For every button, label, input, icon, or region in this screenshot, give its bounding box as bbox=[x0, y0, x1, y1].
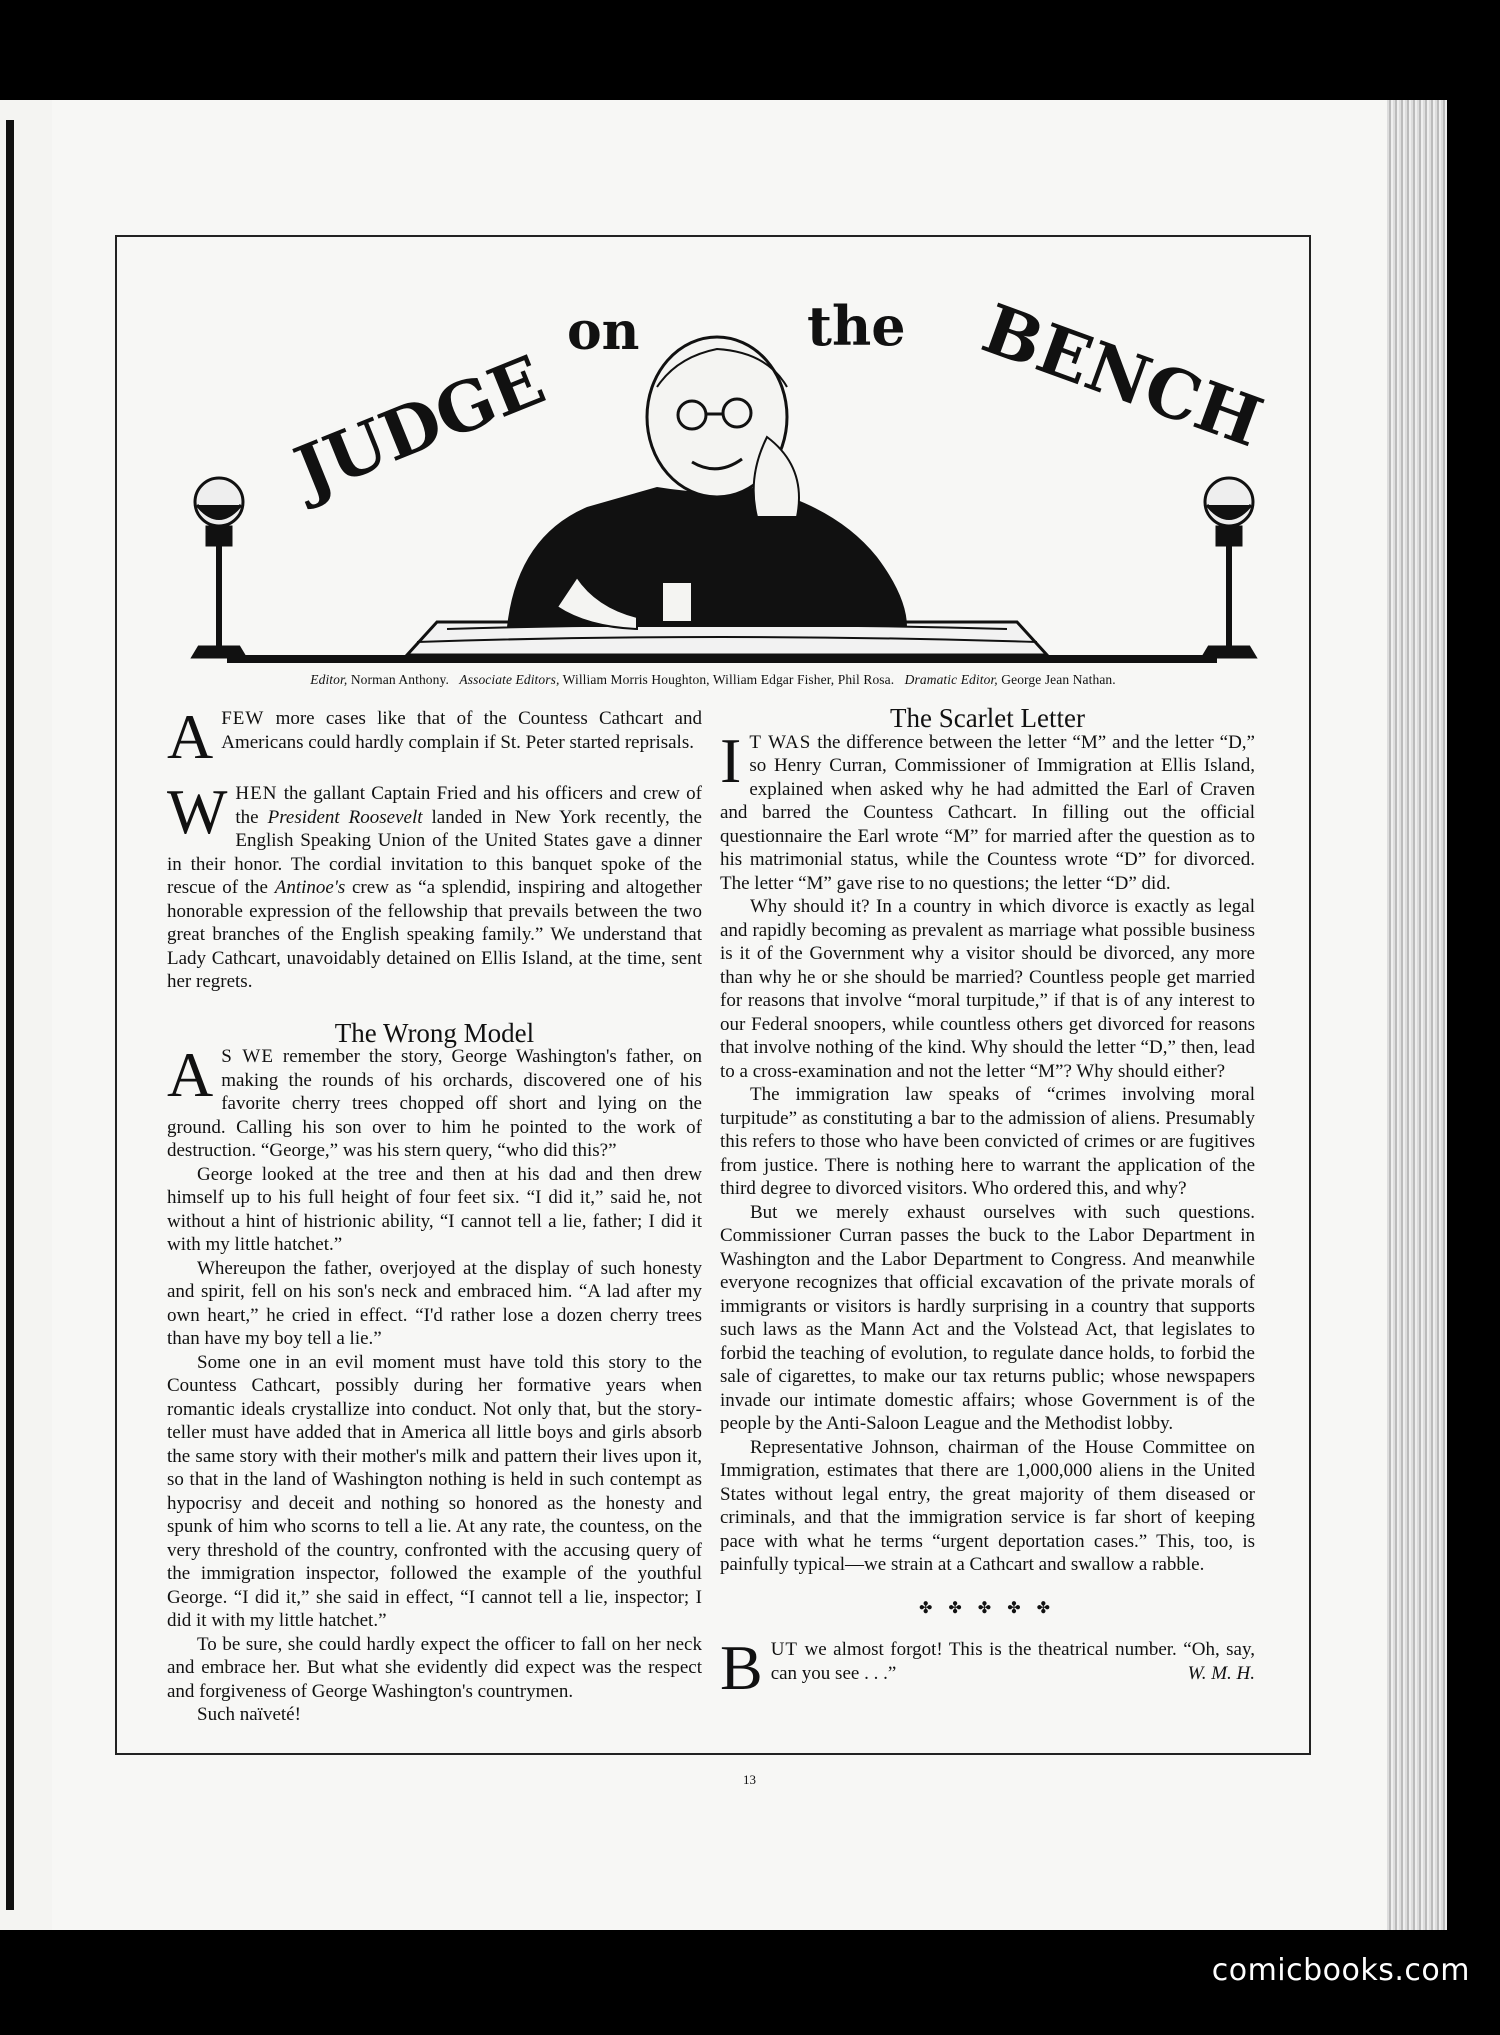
paragraph: WHEN the gallant Captain Fried and his officers and crew of the President Roosevelt landed in New York recently, the English Speaking Union of the United States gave a dinner in their honor. The cordial invitation to this banquet spoke of the rescue of the Antinoe's crew as “a splendid, inspiring and altogether honorable expression of the fellowship that prevails between the two great branches of the English speaking family.” We understand that Lady Cathcart, unavoidably detained on Ellis Island, at the time, sent her regrets. bbox=[167, 776, 702, 992]
page-number: 13 bbox=[743, 1772, 756, 1787]
drop-cap: A bbox=[167, 1039, 214, 1110]
paragraph: AFEW more cases like that of the Countess Cathcart and Americans could hardly complain if St. Peter started reprisals. bbox=[167, 701, 702, 772]
drop-cap: B bbox=[720, 1632, 763, 1703]
section-heading-scarlet-letter: The Scarlet Letter bbox=[890, 703, 1085, 733]
section-heading-wrong-model: The Wrong Model bbox=[334, 1017, 535, 1048]
associate-editors-names: William Morris Houghton, William Edgar Fisher, Phil Rosa. bbox=[562, 672, 895, 687]
site-watermark: comicbooks.com bbox=[1211, 1953, 1470, 1988]
paragraph: Such naïveté! bbox=[197, 1704, 301, 1725]
paragraph: But we merely exhaust ourselves with such questions. Commissioner Curran passes the buck to the Labor Department in Washington and the Labor Department to Congress. And meanwhile everyone recognizes that official excavation of the private morals of immigrants or visitors is hardly surprising in a country that supports such laws as the Mann Act and the Volstead Act, that legislates to forbid the teaching of evolution, to regulate dance holds, to forbid the sale of cigarettes, to make our tax returns public; whose newspapers invade our intimate domestic affairs; whose Government is of the people by the Anti-Saloon League and the Methodist lobby. bbox=[720, 1201, 1255, 1434]
paragraph: I T WAS the difference between the letter “M” and the letter “D,” so Henry Curran, Commissioner of Immigration at Ellis Island, explained when asked why he had admitted the Earl of Craven and barred the Countess Cathcart. In filling out the official questionnaire the Earl wrote “M” for married after the question as to his matrimonial status, while the Countess wrote “D” for divorced. The letter “M” gave rise to no questions; the letter “D” did. bbox=[720, 724, 1255, 894]
paragraph: To be sure, she could hardly expect the officer to fall on her neck and embrace her. But what she evidently did expect was the respect and forgiveness of George Washington's countrymen. bbox=[167, 1633, 702, 1702]
paragraph: Why should it? In a country in which divorce is exactly as legal and rapidly becoming as prevalent as marriage what possible business is it of the Government why a visitor should be divorced, any more than why he or she should be married? Countless people get married for reasons that involve “moral turpitude,” if that is of any interest to our Federal snoopers, while countless others get divorced for reasons that involve nothing of the kind. Why should the letter “D,” then, lead to a cross-examination and not the letter “M”? Why should either? bbox=[720, 896, 1255, 1082]
editors-line bbox=[117, 672, 1309, 688]
paragraph: George looked at the tree and then at his dad and then drew himself up to his full height of four feet six. “I did it,” said he, not without a hint of histrionic ability, “I cannot tell a lie, father; I did it with my little hatchet.” bbox=[167, 1163, 702, 1255]
masthead-title-on: on bbox=[567, 301, 640, 362]
right-column bbox=[720, 703, 1256, 1703]
author-signature: W. M. H. bbox=[1187, 1662, 1255, 1684]
dramatic-editor-name: George Jean Nathan. bbox=[1001, 672, 1116, 687]
dramatic-editor-label: Dramatic Editor, bbox=[904, 672, 998, 687]
editor-label: Editor, bbox=[310, 672, 348, 687]
right-lamp-illustration bbox=[1203, 478, 1255, 657]
masthead-title-judge: JUDGE bbox=[284, 340, 556, 513]
masthead-illustration bbox=[117, 237, 1313, 667]
paragraph: BUT we almost forgot! This is the theatrical number. “Oh, say, can you see . . .” W. M. H. bbox=[720, 1632, 1256, 1703]
judge-illustration bbox=[507, 337, 907, 629]
section-divider-ornament: ✤ ✤ ✤ ✤ ✤ bbox=[918, 1599, 1057, 1617]
paragraph: A S WE remember the story, George Washington's father, on making the rounds of his orchards, discovered one of his favorite cherry trees chopped off short and lying on the ground. Calling his son over to him he pointed to the work of destruction. “George,” was his stern query, “who did this?” bbox=[167, 1039, 703, 1161]
paragraph: Whereupon the father, overjoyed at the display of such honesty and spirit, fell on his son's neck and embraced him. “A lad after my own heart,” he cried in effect. “I'd rather lose a dozen cherry trees than have my boy tell a lie.” bbox=[167, 1257, 702, 1349]
left-lamp-illustration bbox=[193, 478, 245, 657]
bench-illustration bbox=[227, 622, 1217, 663]
paragraph: The immigration law speaks of “crimes involving moral turpitude” as constituting a bar to the admission of aliens. Presumably this refers to those who have been convicted of crimes or are fugitives from justice. There is nothing here to warrant the application of the third degree to divorced visitors. Who ordered this, and why? bbox=[720, 1084, 1255, 1199]
drop-cap: W bbox=[167, 776, 228, 847]
masthead bbox=[117, 237, 1309, 667]
magazine-page bbox=[52, 100, 1447, 1930]
drop-cap: I bbox=[720, 724, 742, 796]
facing-page-edge bbox=[0, 100, 55, 1930]
paragraph: Some one in an evil moment must have told this story to the Countess Cathcart, possibly during her formative years when romantic ideals crystallize into conduct. Not only that, but the story-teller must have added that in America all little boys and girls absorb the same story with their mother's milk and pattern their lives upon it, so that in the land of Washington nothing is held in such contempt as hypocrisy and deceit and nothing so honored as the honesty and spunk of him who scorns to tell a lie. At any rate, the countess, on the very threshold of the country, confronted with the accusing query of the immigration inspector, followed the example of the youthful George. “I did it,” she said in effect, “I cannot tell a lie, inspector; I did it with my little hatchet.” bbox=[167, 1351, 702, 1631]
paragraph: Representative Johnson, chairman of the House Committee on Immigration, estimates that there are 1,000,000 aliens in the United States without legal entry, the great majority of them diseased or criminals, and that the immigration service is far short of keeping pace with what he terms “urgent deportation cases.” This, too, is painfully typical—we strain at a Cathcart and swallow a rabble. bbox=[720, 1436, 1255, 1575]
page-stack-edges bbox=[1387, 100, 1447, 1930]
masthead-title-bench: BENCH bbox=[972, 288, 1273, 464]
binding-spine bbox=[6, 120, 14, 1910]
drop-cap: A bbox=[167, 701, 214, 772]
associate-editors-label: Associate Editors, bbox=[459, 672, 560, 687]
editor-name: Norman Anthony. bbox=[350, 672, 449, 687]
left-column bbox=[167, 701, 703, 1727]
masthead-title-the: the bbox=[807, 294, 906, 358]
article-frame bbox=[115, 235, 1311, 1755]
